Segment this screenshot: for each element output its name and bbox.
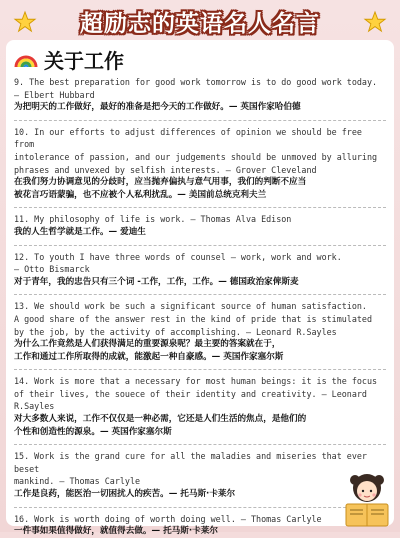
quote-english: 9. The best preparation for good work tomorrow is to do good work today. — Elbert Hubbard — [14, 77, 378, 100]
quote-chinese: 对于青年，我的忠告只有三个词 -工作，工作，工作。— 德国政治家俾斯麦 — [14, 276, 299, 287]
rainbow-icon — [14, 50, 38, 68]
quote-item — [14, 251, 386, 289]
quote-english: 15. Work is the grand cure for all the maladies and miseries that ever beset mankind. — Thomas Carlyle — [14, 451, 367, 487]
divider — [14, 444, 386, 445]
divider — [14, 245, 386, 246]
section-header — [14, 46, 386, 72]
quote-item — [14, 450, 386, 500]
quote-english: 13. We should work be such a significant source of human satisfaction. A good share of the answer rest in the kind of pride that is stimulated by the job, by the activity of accomplishing. — Leonard R.Sayles — [14, 301, 372, 337]
quote-item — [14, 76, 386, 114]
quote-item — [14, 126, 386, 202]
quote-chinese: 为什么工作竟然是人们获得满足的重要源泉呢？最主要的答案就在于， 工作和通过工作所取得的成就，能激起一种自豪感。— 英国作家塞尔斯 — [14, 339, 284, 362]
star-icon — [364, 11, 386, 33]
quote-english: 10. In our efforts to adjust differences of opinion we should be free from intolerance of passion, and our judgements should be unmoved by alluring phrases and unvexed by selfish interests. — Grover Cleveland — [14, 126, 378, 175]
page-title: 超励志的英语名人名言 — [80, 10, 320, 37]
header-banner — [8, 4, 392, 38]
quote-chinese: 工作是良药，能医治一切困扰人的疾苦。— 托马斯·卡莱尔 — [14, 489, 236, 500]
section-title: 关于工作 — [44, 48, 124, 73]
divider — [14, 207, 386, 208]
content-card — [6, 40, 394, 537]
quote-item — [14, 375, 386, 438]
quote-chinese: 我的人生哲学就是工作。— 爱迪生 — [14, 226, 146, 237]
quote-item — [14, 513, 386, 538]
quote-english: 11. My philosophy of life is work. — Thomas Alva Edison — [14, 214, 292, 225]
quote-chinese: 为把明天的工作做好，最好的准备是把今天的工作做好。— 英国作家哈伯德 — [14, 102, 301, 113]
divider — [14, 369, 386, 370]
quote-chinese: 一件事如果值得做好，就值得去做。— 托马斯·卡莱尔 — [14, 526, 218, 537]
divider — [14, 120, 386, 121]
divider — [14, 507, 386, 508]
quote-item — [14, 213, 386, 238]
quote-english: 16. Work is worth doing of worth doing well. — Thomas Carlyle — [14, 513, 322, 524]
divider — [14, 294, 386, 295]
quote-english: 14. Work is more that a necessary for most human beings: it is the focus of their lives, the souece of their identity and creativity. — Leonard R.Sayles — [14, 376, 378, 412]
quote-chinese: 对大多数人来说，工作不仅仅是一种必需，它还是人们生活的焦点，是他们的 个性和创造性的源泉。— 英国作家塞尔斯 — [14, 414, 307, 437]
quote-chinese: 在我们努力协调意见的分歧时，应当抛弃偏执与意气用事，我们的判断不应当 被花言巧语蒙骗，也不应被个人私利扰乱。— 美国前总统克利夫兰 — [14, 177, 307, 200]
star-icon — [14, 11, 36, 33]
quote-item — [14, 300, 386, 363]
girl-reading-illustration — [338, 468, 396, 528]
quote-english: 12. To youth I have three words of counsel — work, work and work. — Otto Bismarck — [14, 251, 342, 275]
